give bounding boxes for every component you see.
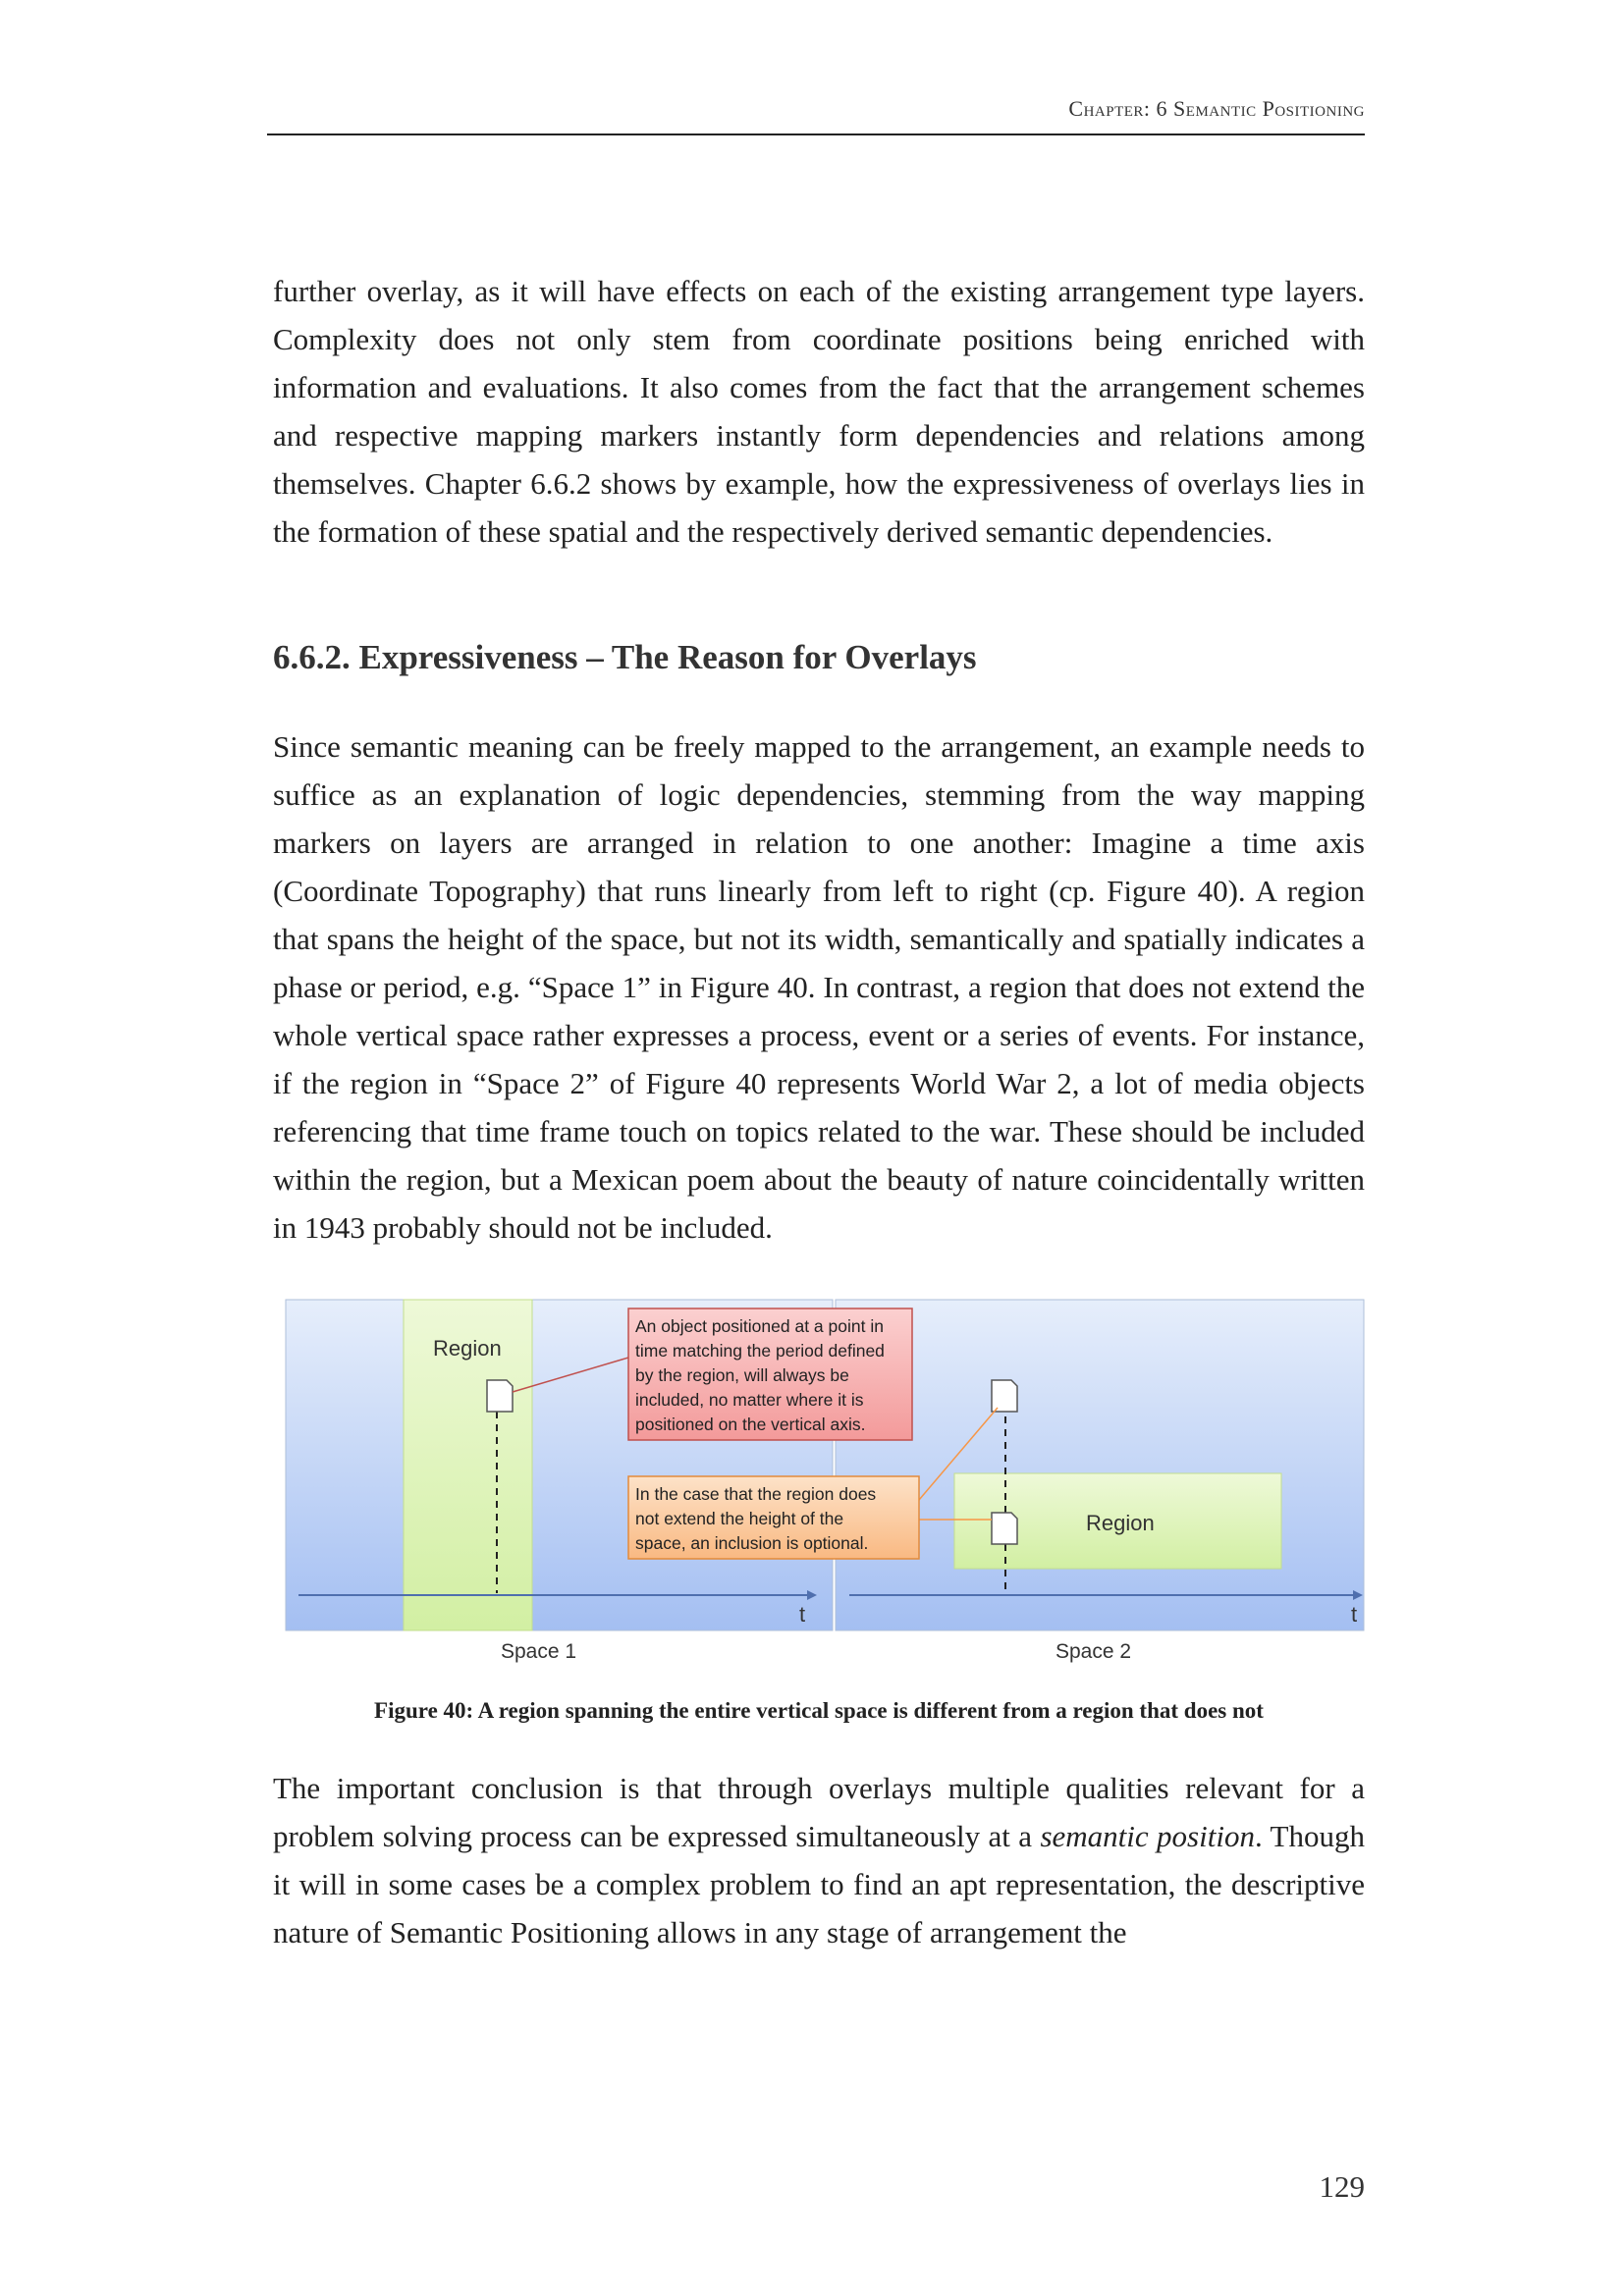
space-2-panel — [836, 1300, 1364, 1630]
paragraph-3-emphasis: semantic position — [1040, 1819, 1255, 1853]
callout-red-line: time matching the period defined — [635, 1341, 885, 1361]
running-header: Chapter: 6 Semantic Positioning — [1068, 96, 1365, 121]
space-1-document-icon — [487, 1380, 513, 1412]
header-rule — [267, 133, 1365, 135]
callout-red-line: An object positioned at a point in — [635, 1316, 884, 1336]
callout-orange-line: In the case that the region does — [635, 1484, 877, 1504]
space-2-label: Space 2 — [1056, 1640, 1132, 1663]
callout-red-line: positioned on the vertical axis. — [635, 1415, 866, 1434]
figure-diagram — [285, 1299, 1365, 1682]
page-number: 129 — [1319, 2169, 1365, 2204]
body-paragraph-2: Since semantic meaning can be freely mapped to the arrangement, an example needs to suffice as an explanation of logic dependencies, stemming from the way mapping markers on layers are arranged in relation to one another: Imagine a time axis (Coordinate Topography) that runs linearly from left to right (cp. Figure 40). A region that spans the height of the space, but not its width, semantically and spatially indicates a phase or period, e.g. “Space 1” in Figure 40. In contrast, a region that does not extend the whole vertical space rather expresses a process, event or a series of events. For instance, if the region in “Space 2” of Figure 40 represents World War 2, a lot of media objects referencing that time frame touch on topics related to the war. These should be included within the region, but a Mexican poem about the beauty of nature coincidentally written in 1943 probably should not be included. — [273, 729, 1365, 1245]
section-heading: 6.6.2. Expressiveness – The Reason for Overlays — [273, 638, 977, 676]
callout-red-line: included, no matter where it is — [635, 1390, 864, 1410]
space-1-axis-label: t — [799, 1602, 806, 1627]
callout-always-included-text — [635, 1316, 890, 1434]
space-2-region-label: Region — [1086, 1511, 1155, 1535]
callout-orange-line: not extend the height of the — [635, 1509, 844, 1528]
callout-optional-inclusion-text — [635, 1484, 881, 1553]
callout-orange-line: space, an inclusion is optional. — [635, 1533, 869, 1553]
callout-red-line: by the region, will always be — [635, 1365, 849, 1385]
paragraph-3-text-start: The important conclusion is that through overlays multiple qualities relevant for a problem solving process can be expressed simultaneously at a — [273, 1771, 1365, 1853]
body-paragraph-3 — [273, 1764, 1365, 1956]
figure-caption: Figure 40: A region spanning the entire vertical space is different from a region that does not — [374, 1698, 1264, 1723]
space-1-region-label: Region — [433, 1336, 502, 1361]
paragraph-3-text-end: . Though it will in some cases be a complex problem to find an apt representation, the descriptive nature of Semantic Positioning allows in any stage of arrangement the — [273, 1819, 1365, 1949]
space-2-document-icon-bottom — [992, 1513, 1017, 1544]
space-2-axis-label: t — [1351, 1602, 1358, 1627]
figure-40 — [285, 1299, 1365, 1682]
body-paragraph-1: further overlay, as it will have effects on each of the existing arrangement type layers. Complexity does not only stem from coordinate positions being enriched with information and evaluations. It also comes from the fact that the arrangement schemes and respective mapping markers instantly form dependencies and relations among themselves. Chapter 6.6.2 shows by example, how the expressiveness of overlays lies in the formation of these spatial and the respectively derived semantic dependencies. — [273, 274, 1365, 549]
space-2-document-icon-top — [992, 1380, 1017, 1412]
space-1-label: Space 1 — [501, 1640, 577, 1663]
